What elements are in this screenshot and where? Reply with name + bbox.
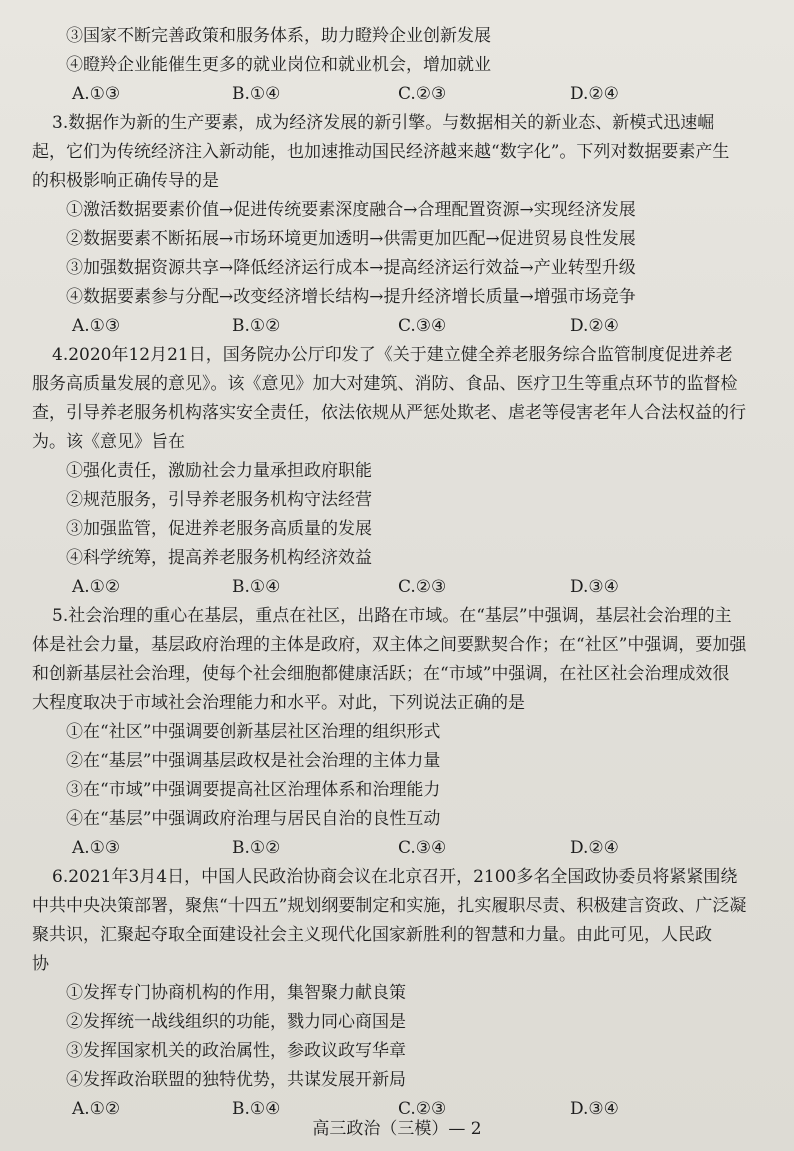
question-stem: 的积极影响正确传导的是 [32, 171, 219, 191]
question-stem: 3.数据作为新的生产要素，成为经济发展的新引擎。与数据相关的新业态、新模式迅速崛 [52, 113, 715, 133]
option-a: A.①② [72, 577, 121, 597]
answer-options [62, 80, 754, 109]
statement: ③在“市域”中强调要提高社区治理体系和治理能力 [66, 780, 441, 800]
option-a: A.①② [72, 1099, 121, 1119]
question-stem: 协 [32, 954, 49, 974]
option-d: D.②④ [570, 838, 619, 858]
statement: ①强化责任，激励社会力量承担政府职能 [66, 461, 372, 481]
option-c: C.②③ [398, 84, 447, 104]
option-d: D.③④ [570, 577, 619, 597]
answer-options [62, 312, 754, 341]
statement: ③国家不断完善政策和服务体系，助力瞪羚企业创新发展 [66, 26, 491, 46]
question-stem: 4.2020年12月21日，国务院办公厅印发了《关于建立健全养老服务综合监管制度促进养老 [52, 345, 733, 365]
question-stem: 聚共识，汇聚起夺取全面建设社会主义现代化国家新胜利的智慧和力量。由此可见，人民政 [32, 925, 712, 945]
option-c: C.②③ [398, 577, 447, 597]
option-b: B.①④ [232, 1099, 281, 1119]
question-2-tail [62, 22, 754, 109]
statement: ①在“社区”中强调要创新基层社区治理的组织形式 [66, 722, 441, 742]
statement: ②数据要素不断拓展→市场环境更加透明→供需更加匹配→促进贸易良性发展 [66, 229, 636, 249]
question-stem: 中共中央决策部署，聚焦“十四五”规划纲要制定和实施，扎实履职尽责、积极建言资政、广泛凝 [32, 896, 747, 916]
question-5 [32, 602, 754, 863]
statement: ②发挥统一战线组织的功能，戮力同心商国是 [66, 1012, 406, 1032]
statement: ④数据要素参与分配→改变经济增长结构→提升经济增长质量→增强市场竞争 [66, 287, 636, 307]
answer-options [62, 573, 754, 602]
option-d: D.③④ [570, 1099, 619, 1119]
option-c: C.③④ [398, 316, 447, 336]
question-3 [32, 109, 754, 341]
statement: ④在“基层”中强调政府治理与居民自治的良性互动 [66, 809, 441, 829]
question-stem: 5.社会治理的重心在基层，重点在社区，出路在市域。在“基层”中强调，基层社会治理的主 [52, 606, 732, 626]
option-c: C.③④ [398, 838, 447, 858]
answer-options [62, 834, 754, 863]
statement: ②规范服务，引导养老服务机构守法经营 [66, 490, 372, 510]
question-stem: 和创新基层社会治理，使每个社会细胞都健康活跃；在“市域”中强调，在社区社会治理成效很 [32, 664, 730, 684]
statement: ③加强数据资源共享→降低经济运行成本→提高经济运行效益→产业转型升级 [66, 258, 636, 278]
option-b: B.①② [232, 316, 281, 336]
question-stem: 体是社会力量，基层政府治理的主体是政府，双主体之间要默契合作；在“社区”中强调，要加强 [32, 635, 747, 655]
question-stem: 为。该《意见》旨在 [32, 432, 185, 452]
statement: ④科学统筹，提高养老服务机构经济效益 [66, 548, 372, 568]
statement: ③发挥国家机关的政治属性，参政议政写华章 [66, 1041, 406, 1061]
question-6 [32, 863, 754, 1124]
option-d: D.②④ [570, 316, 619, 336]
option-b: B.①④ [232, 577, 281, 597]
question-4 [32, 341, 754, 602]
option-b: B.①② [232, 838, 281, 858]
statement: ①发挥专门协商机构的作用，集智聚力献良策 [66, 983, 406, 1003]
option-d: D.②④ [570, 84, 619, 104]
option-a: A.①③ [72, 316, 121, 336]
option-c: C.②③ [398, 1099, 447, 1119]
question-stem: 起，它们为传统经济注入新动能，也加速推动国民经济越来越“数字化”。下列对数据要素产生 [32, 142, 730, 162]
statement: ③加强监管，促进养老服务高质量的发展 [66, 519, 372, 539]
option-a: A.①③ [72, 84, 121, 104]
question-stem: 服务高质量发展的意见》。该《意见》加大对建筑、消防、食品、医疗卫生等重点环节的监督检 [32, 374, 738, 394]
statement: ④发挥政治联盟的独特优势，共谋发展开新局 [66, 1070, 406, 1090]
statement: ①激活数据要素价值→促进传统要素深度融合→合理配置资源→实现经济发展 [66, 200, 636, 220]
question-stem: 6.2021年3月4日，中国人民政治协商会议在北京召开，2100多名全国政协委员将紧紧围绕 [52, 867, 738, 887]
page-footer: 高三政治（三模）— 2 [312, 1119, 482, 1139]
option-b: B.①④ [232, 84, 281, 104]
statement: ④瞪羚企业能催生更多的就业岗位和就业机会，增加就业 [66, 55, 491, 75]
question-stem: 查，引导养老服务机构落实安全责任，依法依规从严惩处欺老、虐老等侵害老年人合法权益的行 [32, 403, 746, 423]
statement: ②在“基层”中强调基层政权是社会治理的主体力量 [66, 751, 441, 771]
question-stem: 大程度取决于市域社会治理能力和水平。对此，下列说法正确的是 [32, 693, 525, 713]
option-a: A.①③ [72, 838, 121, 858]
